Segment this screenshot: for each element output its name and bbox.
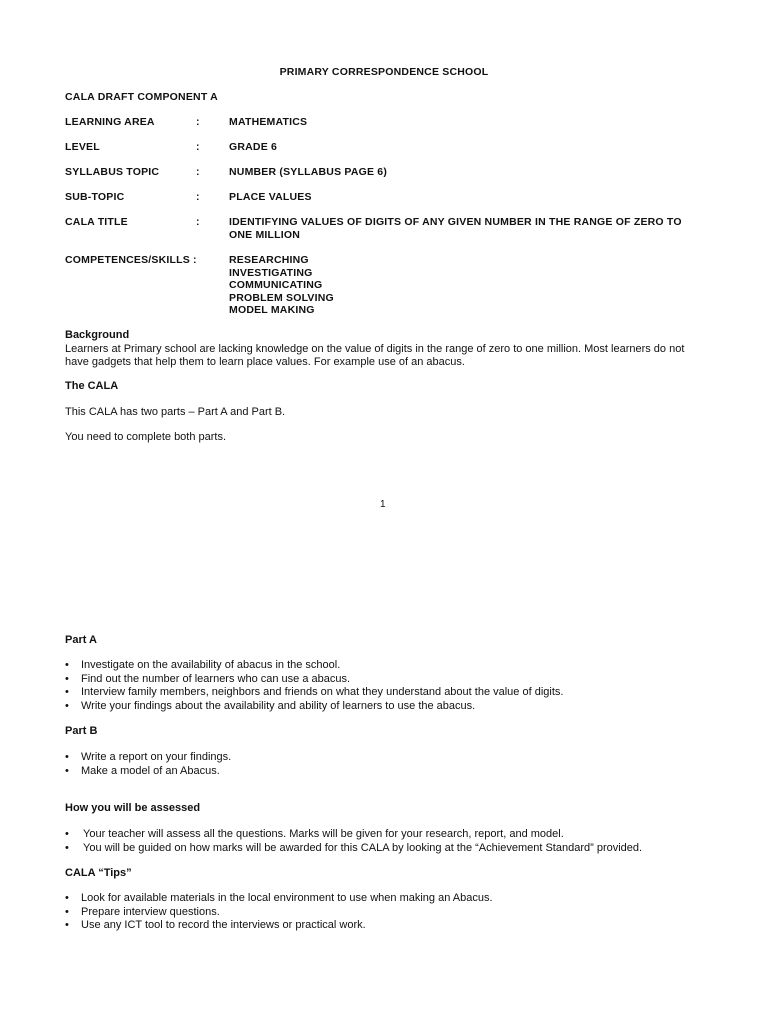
- bullet-icon: •: [65, 686, 69, 699]
- bullet-icon: •: [65, 764, 69, 777]
- bullet-icon: •: [65, 672, 69, 685]
- part-b-list: [65, 751, 715, 778]
- assessed-list: [65, 828, 715, 855]
- skill-item: INVESTIGATING: [229, 266, 313, 279]
- list-item-text: Your teacher will assess all the questions. Marks will be given for your research, report, and model.: [83, 828, 564, 840]
- component-title: CALA DRAFT COMPONENT A: [65, 91, 218, 103]
- list-item-text: Investigate on the availability of abacus in the school.: [81, 659, 341, 671]
- skills-list: [229, 254, 334, 317]
- part-b-heading: Part B: [65, 725, 98, 737]
- list-item: [65, 892, 715, 906]
- field-value-syllabus-topic: NUMBER (SYLLABUS PAGE 6): [229, 166, 388, 178]
- list-item: [65, 686, 715, 700]
- list-item: [65, 659, 715, 673]
- part-a-heading: Part A: [65, 634, 97, 646]
- list-item: [65, 842, 715, 856]
- part-a-list: [65, 659, 715, 713]
- skill-item: RESEARCHING: [229, 254, 309, 266]
- field-label-cala-title: CALA TITLE: [65, 216, 128, 228]
- field-colon: :: [196, 216, 200, 228]
- list-item: [65, 906, 715, 920]
- cala-line-1: This CALA has two parts – Part A and Part B.: [65, 406, 286, 418]
- field-value-cala-title: IDENTIFYING VALUES OF DIGITS OF ANY GIVEN NUMBER IN THE RANGE OF ZERO TO ONE MILLION: [229, 216, 682, 241]
- field-label-sub-topic: SUB-TOPIC: [65, 191, 125, 203]
- list-item-text: Write your findings about the availability and ability of learners to use the abacus.: [81, 699, 476, 712]
- bullet-icon: •: [65, 892, 69, 904]
- cala-heading: The CALA: [65, 380, 119, 392]
- list-item: [65, 700, 715, 714]
- field-colon: :: [196, 116, 200, 128]
- skill-item: COMMUNICATING: [229, 279, 323, 292]
- list-item: [65, 673, 715, 687]
- field-colon: :: [196, 191, 200, 203]
- bullet-icon: •: [65, 905, 69, 918]
- bullet-icon: •: [65, 659, 69, 671]
- list-item-text: Write a report on your findings.: [81, 751, 232, 763]
- field-colon: :: [196, 166, 200, 178]
- field-value-level: GRADE 6: [229, 141, 278, 153]
- tips-list: [65, 892, 715, 933]
- list-item: [65, 751, 715, 765]
- list-item-text: Interview family members, neighbors and friends on what they understand about the value of digits.: [81, 686, 564, 699]
- bullet-icon: •: [65, 919, 69, 932]
- field-label-level: LEVEL: [65, 141, 100, 153]
- field-value-sub-topic: PLACE VALUES: [229, 191, 312, 203]
- list-item-text: Prepare interview questions.: [81, 905, 220, 918]
- school-title: PRIMARY CORRESPONDENCE SCHOOL: [279, 66, 489, 78]
- list-item-text: Look for available materials in the local environment to use when making an Abacus.: [81, 892, 493, 904]
- list-item-text: Use any ICT tool to record the interviews or practical work.: [81, 919, 366, 932]
- field-label-syllabus-topic: SYLLABUS TOPIC: [65, 166, 160, 178]
- bullet-icon: •: [65, 699, 69, 712]
- field-colon: :: [196, 141, 200, 153]
- list-item: [65, 919, 715, 933]
- list-item-text: You will be guided on how marks will be awarded for this CALA by looking at the “Achievement Standard” provided.: [83, 841, 643, 854]
- background-text: Learners at Primary school are lacking knowledge on the value of digits in the range of zero to one million. Most learners do not have gadgets that help them to learn place values. For example use of an abacus.: [65, 343, 685, 368]
- cala-line-2: You need to complete both parts.: [65, 431, 227, 443]
- assessed-heading: How you will be assessed: [65, 802, 201, 814]
- page-number: 1: [380, 499, 386, 510]
- list-item: [65, 828, 715, 842]
- tips-heading: CALA “Tips”: [65, 867, 132, 879]
- bullet-icon: •: [65, 841, 69, 854]
- bullet-icon: •: [65, 751, 69, 763]
- skill-item: MODEL MAKING: [229, 304, 315, 317]
- list-item-text: Find out the number of learners who can use a abacus.: [81, 672, 351, 685]
- list-item-text: Make a model of an Abacus.: [81, 764, 220, 777]
- field-value-learning-area: MATHEMATICS: [229, 116, 308, 128]
- list-item: [65, 765, 715, 779]
- bullet-icon: •: [65, 828, 69, 840]
- skill-item: PROBLEM SOLVING: [229, 291, 334, 304]
- field-label-learning-area: LEARNING AREA: [65, 116, 155, 128]
- background-heading: Background: [65, 329, 130, 341]
- field-label-competences: COMPETENCES/SKILLS :: [65, 254, 197, 266]
